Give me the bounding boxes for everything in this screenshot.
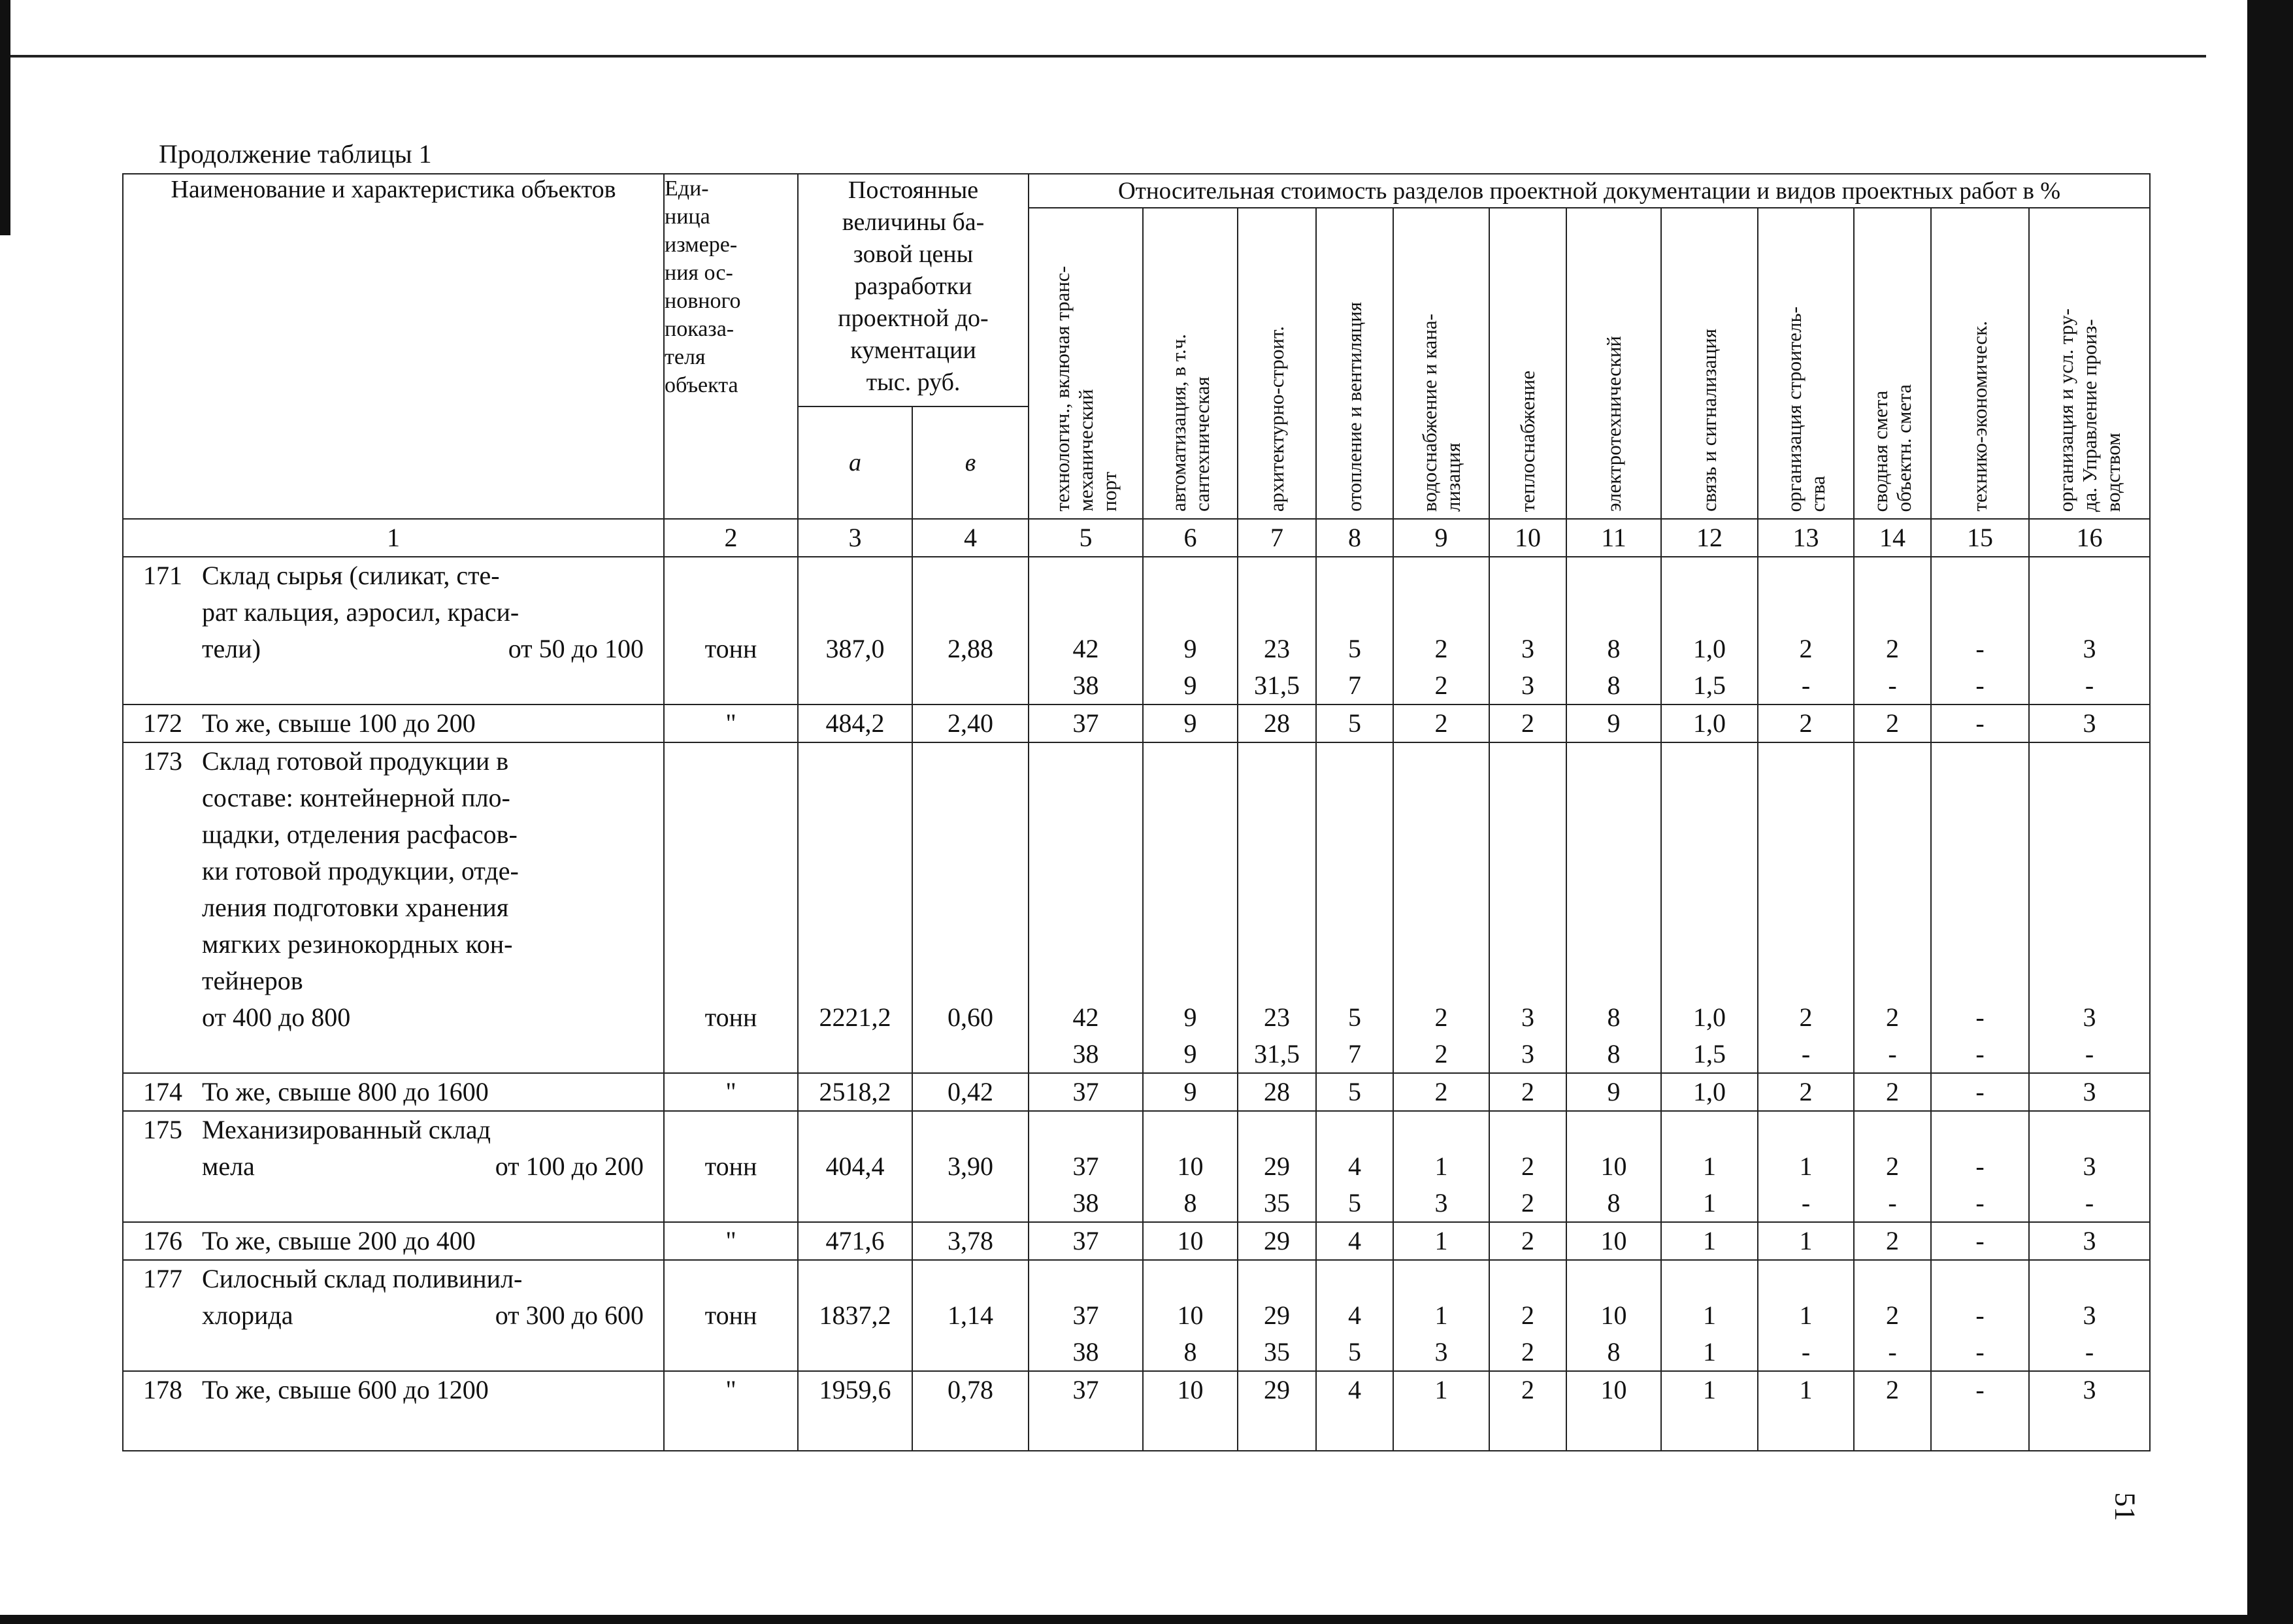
- percent-cell-col-8: 5: [1316, 704, 1393, 742]
- object-name-line: Склад готовой продукции в: [202, 746, 509, 776]
- price-table: [122, 173, 2151, 1451]
- object-name-line: хлорида: [202, 1301, 293, 1330]
- percent-cell-col-13: 2 -: [1758, 742, 1854, 1073]
- object-name-line: То же, свыше 100 до 200: [202, 708, 476, 738]
- object-number: 176: [143, 1226, 182, 1255]
- object-name-line: рат кальция, аэросил, краси-: [202, 597, 520, 627]
- percent-cell-col-15: -: [1931, 1222, 2029, 1260]
- object-name-cell: [123, 1222, 664, 1260]
- object-number: [124, 889, 202, 926]
- percent-cell-col-7: 29: [1238, 1371, 1316, 1451]
- percent-cell-col-15: - -: [1931, 557, 2029, 704]
- percent-cell-col-11: 10: [1566, 1222, 1661, 1260]
- object-number: 174: [143, 1077, 182, 1106]
- percent-cell-col-6: 10: [1143, 1222, 1238, 1260]
- object-name-line: тейнеров: [202, 966, 303, 995]
- scan-edge-right: [2247, 0, 2293, 1624]
- header-col-14: сводная смета объектн. смета: [1854, 208, 1931, 519]
- table-row: [123, 1073, 2150, 1111]
- object-number: 173: [143, 746, 182, 776]
- percent-cell-col-14: 2 -: [1854, 1111, 1931, 1222]
- percent-cell-col-10: 2: [1489, 1222, 1566, 1260]
- percent-cell-col-5: 37: [1029, 1222, 1143, 1260]
- base-price-b-cell: 0,78: [912, 1371, 1029, 1451]
- percent-cell-col-10: 2: [1489, 1371, 1566, 1451]
- percent-cell-col-8: 4 5: [1316, 1111, 1393, 1222]
- percent-cell-col-15: - -: [1931, 1111, 2029, 1222]
- percent-cell-col-9: 1 3: [1393, 1260, 1489, 1371]
- percent-cell-col-13: 1: [1758, 1222, 1854, 1260]
- object-name-line: от 400 до 800: [202, 1003, 351, 1032]
- table-caption: Продолжение таблицы 1: [159, 139, 432, 169]
- percent-cell-col-10: 2 2: [1489, 1260, 1566, 1371]
- percent-cell-col-14: 2: [1854, 1073, 1931, 1111]
- header-unit: Еди- ница измере- ния ос- новного показа- теля объекта: [664, 174, 798, 519]
- percent-cell-col-6: 9 9: [1143, 557, 1238, 704]
- percent-cell-col-6: 10 8: [1143, 1260, 1238, 1371]
- object-name-line: Силосный склад поливинил-: [202, 1264, 523, 1293]
- object-name-line: То же, свыше 600 до 1200: [202, 1375, 489, 1404]
- percent-cell-col-11: 8 8: [1566, 742, 1661, 1073]
- table-row: [123, 557, 2150, 704]
- base-price-b-cell: 2,88: [912, 557, 1029, 704]
- percent-cell-col-16: 3: [2029, 1371, 2150, 1451]
- page-number: 51: [2109, 1492, 2141, 1521]
- percent-cell-col-13: 1: [1758, 1371, 1854, 1451]
- percent-cell-col-11: 10 8: [1566, 1111, 1661, 1222]
- percent-cell-col-8: 5 7: [1316, 742, 1393, 1073]
- percent-cell-col-9: 1: [1393, 1222, 1489, 1260]
- unit-cell: ": [664, 1073, 798, 1111]
- header-col-6: автоматизация, в т.ч. сантехническая: [1143, 208, 1238, 519]
- percent-cell-col-10: 2 2: [1489, 1111, 1566, 1222]
- percent-cell-col-10: 3 3: [1489, 557, 1566, 704]
- percent-cell-col-9: 2: [1393, 1073, 1489, 1111]
- object-name-line: То же, свыше 200 до 400: [202, 1226, 476, 1255]
- header-a: а: [798, 406, 912, 519]
- header-col-16: организация и усл. тру- да. Управление произ- водством: [2029, 208, 2150, 519]
- percent-cell-col-12: 1: [1661, 1371, 1758, 1451]
- base-price-a-cell: 484,2: [798, 704, 912, 742]
- object-name-line: составе: контейнерной пло-: [202, 783, 510, 812]
- unit-cell: тонн: [664, 742, 798, 1073]
- percent-cell-col-9: 2 2: [1393, 742, 1489, 1073]
- base-price-a-cell: 387,0: [798, 557, 912, 704]
- header-col-11: электротехнический: [1566, 208, 1661, 519]
- percent-cell-col-12: 1,0: [1661, 704, 1758, 742]
- column-number: 1: [123, 519, 664, 557]
- header-col-8: отопление и вентиляция: [1316, 208, 1393, 519]
- header-const: Постоянные величины ба- зовой цены разработки проектной до- кументации тыс. руб.: [798, 174, 1029, 406]
- percent-cell-col-16: 3: [2029, 1073, 2150, 1111]
- base-price-a-cell: 2221,2: [798, 742, 912, 1073]
- percent-cell-col-11: 9: [1566, 704, 1661, 742]
- percent-cell-col-7: 23 31,5: [1238, 742, 1316, 1073]
- percent-cell-col-7: 28: [1238, 1073, 1316, 1111]
- base-price-a-cell: 1837,2: [798, 1260, 912, 1371]
- column-number: 12: [1661, 519, 1758, 557]
- percent-cell-col-14: 2 -: [1854, 742, 1931, 1073]
- column-number: 2: [664, 519, 798, 557]
- column-number: 4: [912, 519, 1029, 557]
- percent-cell-col-8: 4: [1316, 1222, 1393, 1260]
- table-row: [123, 1371, 2150, 1451]
- object-number: [124, 1297, 202, 1334]
- object-number: [124, 816, 202, 853]
- object-name-line: тели): [202, 634, 261, 663]
- percent-cell-col-15: -: [1931, 704, 2029, 742]
- percent-cell-col-13: 2: [1758, 1073, 1854, 1111]
- header-col-7: архитектурно-строит.: [1238, 208, 1316, 519]
- object-number: [124, 631, 202, 667]
- object-number: [124, 853, 202, 889]
- base-price-b-cell: 0,42: [912, 1073, 1029, 1111]
- header-col-15: технико-экономическ.: [1931, 208, 2029, 519]
- scan-edge-left: [0, 0, 10, 235]
- object-name-cell: [123, 1371, 664, 1451]
- percent-cell-col-9: 2 2: [1393, 557, 1489, 704]
- object-name-line: мела: [202, 1152, 255, 1181]
- header-col-10: теплоснабжение: [1489, 208, 1566, 519]
- percent-cell-col-6: 10: [1143, 1371, 1238, 1451]
- unit-cell: тонн: [664, 557, 798, 704]
- scan-edge-bottom: [0, 1615, 2293, 1624]
- percent-cell-col-12: 1: [1661, 1222, 1758, 1260]
- object-number: 172: [143, 708, 182, 738]
- object-capacity-range: от 100 до 200: [495, 1152, 644, 1181]
- percent-cell-col-12: 1,0 1,5: [1661, 557, 1758, 704]
- header-col-13: организация строитель- ства: [1758, 208, 1854, 519]
- object-name-line: Механизированный склад: [202, 1115, 491, 1144]
- percent-cell-col-10: 2: [1489, 704, 1566, 742]
- base-price-a-cell: 471,6: [798, 1222, 912, 1260]
- object-number: [124, 963, 202, 999]
- base-price-b-cell: 3,78: [912, 1222, 1029, 1260]
- object-name-cell: [123, 557, 664, 704]
- percent-cell-col-13: 1 -: [1758, 1260, 1854, 1371]
- percent-cell-col-7: 28: [1238, 704, 1316, 742]
- base-price-b-cell: 2,40: [912, 704, 1029, 742]
- percent-cell-col-12: 1,0: [1661, 1073, 1758, 1111]
- column-number: 10: [1489, 519, 1566, 557]
- percent-cell-col-7: 29: [1238, 1222, 1316, 1260]
- object-name-cell: [123, 742, 664, 1073]
- header-name: Наименование и характеристика объектов: [123, 174, 664, 519]
- object-name-cell: [123, 704, 664, 742]
- base-price-a-cell: 404,4: [798, 1111, 912, 1222]
- percent-cell-col-7: 23 31,5: [1238, 557, 1316, 704]
- percent-cell-col-6: 9 9: [1143, 742, 1238, 1073]
- table-row: [123, 742, 2150, 1073]
- header-col-5: технологич., включая транс- механический порт: [1029, 208, 1143, 519]
- object-number: 178: [143, 1375, 182, 1404]
- unit-cell: ": [664, 704, 798, 742]
- percent-cell-col-8: 5 7: [1316, 557, 1393, 704]
- percent-cell-col-9: 1: [1393, 1371, 1489, 1451]
- percent-cell-col-12: 1 1: [1661, 1111, 1758, 1222]
- unit-cell: тонн: [664, 1260, 798, 1371]
- percent-cell-col-15: -: [1931, 1073, 2029, 1111]
- object-number: [124, 1148, 202, 1185]
- percent-cell-col-6: 10 8: [1143, 1111, 1238, 1222]
- scan-edge-top: [10, 55, 2206, 58]
- base-price-a-cell: 1959,6: [798, 1371, 912, 1451]
- percent-cell-col-5: 42 38: [1029, 557, 1143, 704]
- percent-cell-col-15: -: [1931, 1371, 2029, 1451]
- percent-cell-col-6: 9: [1143, 1073, 1238, 1111]
- percent-cell-col-12: 1,0 1,5: [1661, 742, 1758, 1073]
- base-price-b-cell: 1,14: [912, 1260, 1029, 1371]
- column-number: 6: [1143, 519, 1238, 557]
- table-row: [123, 1111, 2150, 1222]
- object-name-line: мягких резинокордных кон-: [202, 929, 513, 959]
- object-number: 171: [143, 561, 182, 590]
- percent-cell-col-9: 1 3: [1393, 1111, 1489, 1222]
- unit-cell: ": [664, 1222, 798, 1260]
- column-number: 7: [1238, 519, 1316, 557]
- percent-cell-col-7: 29 35: [1238, 1260, 1316, 1371]
- table-row: [123, 1222, 2150, 1260]
- unit-cell: тонн: [664, 1111, 798, 1222]
- percent-cell-col-14: 2: [1854, 704, 1931, 742]
- percent-cell-col-6: 9: [1143, 704, 1238, 742]
- column-number: 9: [1393, 519, 1489, 557]
- object-name-line: щадки, отделения расфасов-: [202, 820, 518, 849]
- table-row: [123, 1260, 2150, 1371]
- object-number: 175: [143, 1115, 182, 1144]
- percent-cell-col-8: 4: [1316, 1371, 1393, 1451]
- object-name-cell: [123, 1111, 664, 1222]
- header-b: в: [912, 406, 1029, 519]
- object-number: [124, 594, 202, 631]
- unit-cell: ": [664, 1371, 798, 1451]
- table-row: [123, 704, 2150, 742]
- percent-cell-col-14: 2: [1854, 1222, 1931, 1260]
- column-number: 5: [1029, 519, 1143, 557]
- column-number: 3: [798, 519, 912, 557]
- percent-cell-col-13: 1 -: [1758, 1111, 1854, 1222]
- object-capacity-range: от 300 до 600: [495, 1301, 644, 1330]
- object-name-line: Склад сырья (силикат, сте-: [202, 561, 500, 590]
- percent-cell-col-16: 3 -: [2029, 1260, 2150, 1371]
- base-price-a-cell: 2518,2: [798, 1073, 912, 1111]
- column-number: 11: [1566, 519, 1661, 557]
- percent-cell-col-11: 10 8: [1566, 1260, 1661, 1371]
- percent-cell-col-14: 2: [1854, 1371, 1931, 1451]
- object-name-cell: [123, 1260, 664, 1371]
- object-number: [124, 999, 202, 1036]
- object-capacity-range: от 50 до 100: [508, 634, 644, 663]
- percent-cell-col-16: 3: [2029, 1222, 2150, 1260]
- object-number: [124, 926, 202, 963]
- object-name-line: То же, свыше 800 до 1600: [202, 1077, 489, 1106]
- percent-cell-col-9: 2: [1393, 704, 1489, 742]
- percent-cell-col-10: 2: [1489, 1073, 1566, 1111]
- percent-cell-col-10: 3 3: [1489, 742, 1566, 1073]
- percent-cell-col-16: 3 -: [2029, 557, 2150, 704]
- header-col-9: водоснабжение и кана- лизация: [1393, 208, 1489, 519]
- object-name-cell: [123, 1073, 664, 1111]
- percent-cell-col-16: 3: [2029, 704, 2150, 742]
- column-number: 15: [1931, 519, 2029, 557]
- percent-cell-col-15: - -: [1931, 1260, 2029, 1371]
- column-number: 14: [1854, 519, 1931, 557]
- percent-cell-col-11: 8 8: [1566, 557, 1661, 704]
- object-number: [124, 780, 202, 816]
- percent-cell-col-14: 2 -: [1854, 557, 1931, 704]
- object-name-line: ки готовой продукции, отде-: [202, 856, 519, 886]
- percent-cell-col-5: 42 38: [1029, 742, 1143, 1073]
- percent-cell-col-5: 37 38: [1029, 1111, 1143, 1222]
- percent-cell-col-11: 9: [1566, 1073, 1661, 1111]
- base-price-b-cell: 3,90: [912, 1111, 1029, 1222]
- percent-cell-col-8: 4 5: [1316, 1260, 1393, 1371]
- column-number: 8: [1316, 519, 1393, 557]
- percent-cell-col-12: 1 1: [1661, 1260, 1758, 1371]
- percent-cell-col-5: 37: [1029, 1073, 1143, 1111]
- percent-cell-col-15: - -: [1931, 742, 2029, 1073]
- percent-cell-col-14: 2 -: [1854, 1260, 1931, 1371]
- header-relative-cost: Относительная стоимость разделов проектной документации и видов проектных работ в %: [1029, 174, 2150, 208]
- percent-cell-col-5: 37 38: [1029, 1260, 1143, 1371]
- percent-cell-col-5: 37: [1029, 1371, 1143, 1451]
- percent-cell-col-13: 2: [1758, 704, 1854, 742]
- percent-cell-col-7: 29 35: [1238, 1111, 1316, 1222]
- percent-cell-col-13: 2 -: [1758, 557, 1854, 704]
- percent-cell-col-8: 5: [1316, 1073, 1393, 1111]
- base-price-b-cell: 0,60: [912, 742, 1029, 1073]
- header-col-12: связь и сигнализация: [1661, 208, 1758, 519]
- object-name-line: ления подготовки хранения: [202, 893, 509, 922]
- object-number: 177: [143, 1264, 182, 1293]
- column-number: 13: [1758, 519, 1854, 557]
- percent-cell-col-11: 10: [1566, 1371, 1661, 1451]
- percent-cell-col-5: 37: [1029, 704, 1143, 742]
- percent-cell-col-16: 3 -: [2029, 1111, 2150, 1222]
- percent-cell-col-16: 3 -: [2029, 742, 2150, 1073]
- column-number: 16: [2029, 519, 2150, 557]
